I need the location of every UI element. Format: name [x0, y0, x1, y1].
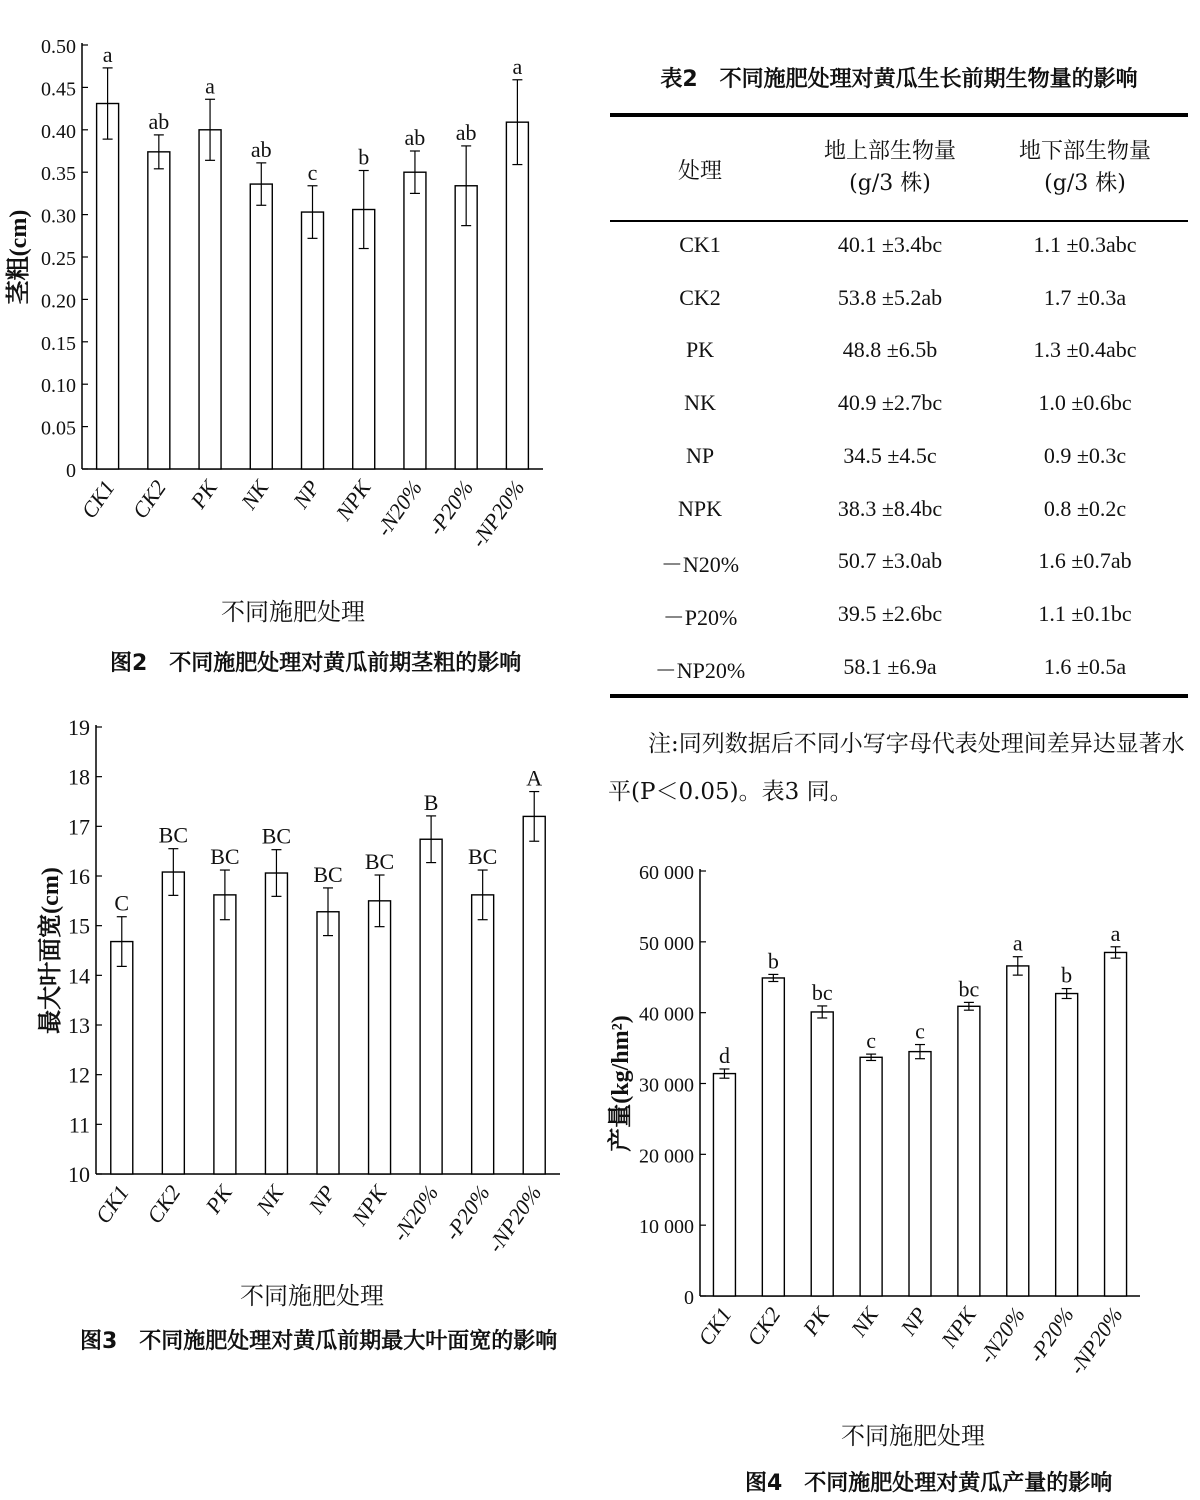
x-tick-label: -N20%: [973, 1302, 1030, 1368]
y-tick-label: 30 000: [639, 1074, 694, 1097]
y-tick-label: 0.40: [41, 120, 76, 143]
bar: [811, 1012, 833, 1296]
fig4-caption: 图4 不同施肥处理对黄瓜产量的影响: [745, 1471, 1113, 1496]
x-tick-label: NP: [895, 1302, 933, 1340]
table-cell: 48.8 ±6.5b: [842, 337, 938, 363]
table-header-line: 地上部生物量: [823, 139, 956, 164]
x-tick-label: CK1: [76, 475, 120, 523]
x-tick-label: CK1: [90, 1180, 134, 1228]
y-axis-title: 最大叶面宽(cm): [38, 867, 64, 1034]
table-cell: CK1: [679, 232, 721, 257]
table-cell: －N20%: [660, 552, 740, 578]
x-tick-label: -P20%: [1023, 1302, 1079, 1367]
table-cell: NPK: [677, 495, 722, 521]
fig4-chart: [600, 840, 1200, 1480]
significance-letter: ab: [404, 125, 426, 150]
x-tick-label: PK: [200, 1180, 237, 1218]
table-header-line: 地下部生物量: [1018, 139, 1151, 164]
bar: [860, 1057, 882, 1296]
table-header-line: (g/3 株): [849, 171, 931, 196]
y-tick-label: 13: [68, 1013, 90, 1038]
x-tick-label: CK2: [127, 475, 171, 523]
x-tick-label: NPK: [330, 475, 376, 525]
y-tick-label: 40 000: [639, 1003, 694, 1026]
x-tick-label: NK: [845, 1302, 884, 1341]
table-cell: 58.1 ±6.9a: [843, 653, 937, 679]
bar: [1056, 994, 1078, 1296]
bar: [455, 186, 477, 469]
bar: [111, 942, 133, 1174]
bar: [506, 122, 528, 469]
x-tick-label: -P20%: [422, 475, 479, 540]
significance-letter: BC: [261, 823, 292, 849]
x-tick-label: PK: [185, 475, 223, 513]
x-tick-label: -NP20%: [465, 475, 530, 552]
y-tick-label: 0.15: [41, 332, 76, 355]
significance-letter: d: [718, 1042, 730, 1068]
y-tick-label: 50 000: [639, 932, 694, 955]
x-tick-label: PK: [797, 1302, 835, 1340]
table-cell: NP: [685, 442, 715, 468]
significance-letter: BC: [364, 849, 395, 875]
bar: [909, 1052, 931, 1296]
fig3-caption: 图3 不同施肥处理对黄瓜前期最大叶面宽的影响: [80, 1329, 558, 1354]
significance-letter: a: [512, 53, 523, 79]
table-cell: 1.1 ±0.3abc: [1033, 232, 1137, 257]
bar: [214, 895, 236, 1174]
x-tick-label: NP: [303, 1180, 341, 1218]
significance-letter: a: [205, 73, 215, 99]
table-cell: 1.6 ±0.5a: [1043, 653, 1127, 679]
bar: [148, 152, 170, 469]
table-cell: 1.0 ±0.6bc: [1038, 390, 1132, 416]
significance-letter: a: [1110, 920, 1121, 946]
table-cell: 40.1 ±3.4bc: [837, 232, 943, 257]
table-top-rule: [610, 113, 1188, 117]
table-cell: 53.8 ±5.2ab: [837, 284, 943, 310]
fig2-chart: [0, 0, 600, 626]
table-cell: 1.7 ±0.3a: [1043, 284, 1127, 310]
table-header-belowground: [975, 136, 1195, 200]
y-tick-label: 60 000: [639, 862, 694, 884]
y-tick-label: 0.45: [41, 78, 76, 101]
table-cell: 0.9 ±0.3c: [1043, 442, 1127, 468]
y-tick-label: 14: [68, 963, 90, 989]
table-cell: CK2: [679, 284, 721, 310]
table-cell: 1.3 ±0.4abc: [1033, 337, 1137, 363]
significance-letter: ab: [455, 119, 477, 145]
bar: [1105, 952, 1127, 1296]
table2-title: 表2 不同施肥处理对黄瓜生长前期生物量的影响: [660, 67, 1138, 92]
table-cell: 1.1 ±0.1bc: [1038, 600, 1132, 626]
x-tick-label: CK2: [741, 1302, 786, 1350]
table-cell: 0.8 ±0.2c: [1043, 495, 1127, 521]
y-tick-label: 12: [68, 1062, 90, 1088]
bar: [713, 1074, 735, 1296]
bar: [369, 901, 391, 1174]
bar: [404, 172, 426, 469]
y-tick-label: 10: [68, 1162, 90, 1187]
y-tick-label: 20 000: [639, 1145, 694, 1168]
bar: [302, 212, 324, 469]
bar: [1007, 966, 1029, 1296]
fig2-caption: 图2 不同施肥处理对黄瓜前期茎粗的影响: [110, 651, 522, 676]
significance-letter: BC: [467, 844, 498, 870]
y-tick-label: 16: [68, 864, 90, 889]
table-cell: －NP20%: [654, 657, 746, 683]
table-header-line: (g/3 株): [1044, 171, 1126, 196]
x-axis-title: 不同施肥处理: [841, 1424, 985, 1450]
fig3-chart: [0, 700, 600, 1320]
x-tick-label: NP: [287, 475, 325, 513]
significance-letter: b: [767, 948, 779, 974]
table-bottom-rule: [610, 694, 1188, 698]
significance-letter: ab: [250, 136, 272, 162]
y-tick-label: 0.10: [41, 375, 76, 398]
significance-letter: ab: [148, 108, 170, 134]
x-tick-label: NPK: [346, 1180, 392, 1230]
x-tick-label: -P20%: [439, 1180, 495, 1245]
bar: [250, 184, 272, 469]
bar: [523, 816, 545, 1174]
table-header-treatment: 处理: [677, 159, 722, 184]
y-tick-label: 10 000: [639, 1216, 694, 1239]
x-tick-label: -NP20%: [482, 1180, 547, 1257]
significance-letter: BC: [158, 822, 189, 848]
x-tick-label: CK1: [692, 1302, 737, 1350]
y-tick-label: 0.35: [41, 163, 76, 186]
y-tick-label: 15: [68, 913, 90, 939]
significance-letter: c: [307, 159, 318, 185]
table-cell: 38.3 ±8.4bc: [837, 495, 943, 521]
table-note: 注:同列数据后不同小写字母代表处理间差异达显著水平(P＜0.05)。表3 同。: [608, 731, 1185, 805]
x-axis-title: 不同施肥处理: [240, 1284, 384, 1310]
y-tick-label: 0.05: [41, 417, 76, 440]
x-tick-label: -NP20%: [1063, 1302, 1128, 1379]
bar: [265, 873, 287, 1174]
significance-letter: BC: [210, 844, 240, 870]
table-cell: 39.5 ±2.6bc: [837, 600, 943, 626]
significance-letter: c: [915, 1018, 925, 1044]
y-tick-label: 18: [68, 764, 90, 790]
x-tick-label: NPK: [935, 1302, 981, 1352]
y-tick-label: 0.20: [41, 290, 76, 313]
significance-letter: BC: [313, 861, 343, 887]
y-axis-title: 产量(kg/hm²): [608, 1015, 634, 1152]
y-tick-label: 11: [68, 1112, 90, 1138]
bar: [97, 104, 119, 469]
x-tick-label: NK: [251, 1180, 289, 1219]
significance-letter: C: [114, 890, 130, 916]
table-cell: NK: [684, 390, 716, 416]
x-tick-label: -N20%: [370, 475, 428, 541]
bar: [199, 130, 221, 469]
bar: [420, 839, 442, 1174]
table-cell: PK: [685, 337, 715, 363]
y-tick-label: 0: [684, 1287, 694, 1309]
y-tick-label: 19: [68, 715, 90, 740]
x-tick-label: -N20%: [386, 1180, 444, 1246]
significance-letter: bc: [811, 979, 833, 1005]
significance-letter: bc: [958, 976, 980, 1002]
y-tick-label: 0.50: [41, 36, 76, 58]
bar: [162, 872, 184, 1174]
table-cell: 34.5 ±4.5c: [843, 442, 937, 468]
y-tick-label: 0.25: [41, 248, 76, 270]
bar: [317, 912, 339, 1174]
bar: [762, 978, 784, 1296]
significance-letter: A: [526, 765, 543, 791]
bar: [958, 1006, 980, 1296]
table-header-aboveground: [780, 136, 1000, 200]
y-tick-label: 0.30: [41, 205, 76, 228]
x-tick-label: CK2: [141, 1180, 186, 1228]
y-tick-label: 17: [68, 814, 90, 840]
significance-letter: c: [866, 1028, 876, 1054]
y-axis-title: 茎粗(cm): [6, 209, 32, 305]
significance-letter: b: [1061, 962, 1073, 988]
table-cell: －P20%: [662, 604, 738, 630]
table-cell: 50.7 ±3.0ab: [837, 548, 943, 574]
significance-letter: a: [102, 41, 113, 67]
table-header-rule: [610, 220, 1188, 222]
table-cell: 1.6 ±0.7ab: [1038, 548, 1132, 574]
x-axis-title: 不同施肥处理: [221, 600, 365, 626]
significance-letter: b: [358, 144, 370, 170]
x-tick-label: NK: [236, 475, 274, 514]
significance-letter: B: [423, 789, 439, 815]
table-cell: 40.9 ±2.7bc: [837, 390, 943, 416]
significance-letter: a: [1012, 930, 1023, 956]
y-tick-label: 0: [66, 460, 76, 482]
bar: [472, 895, 494, 1174]
